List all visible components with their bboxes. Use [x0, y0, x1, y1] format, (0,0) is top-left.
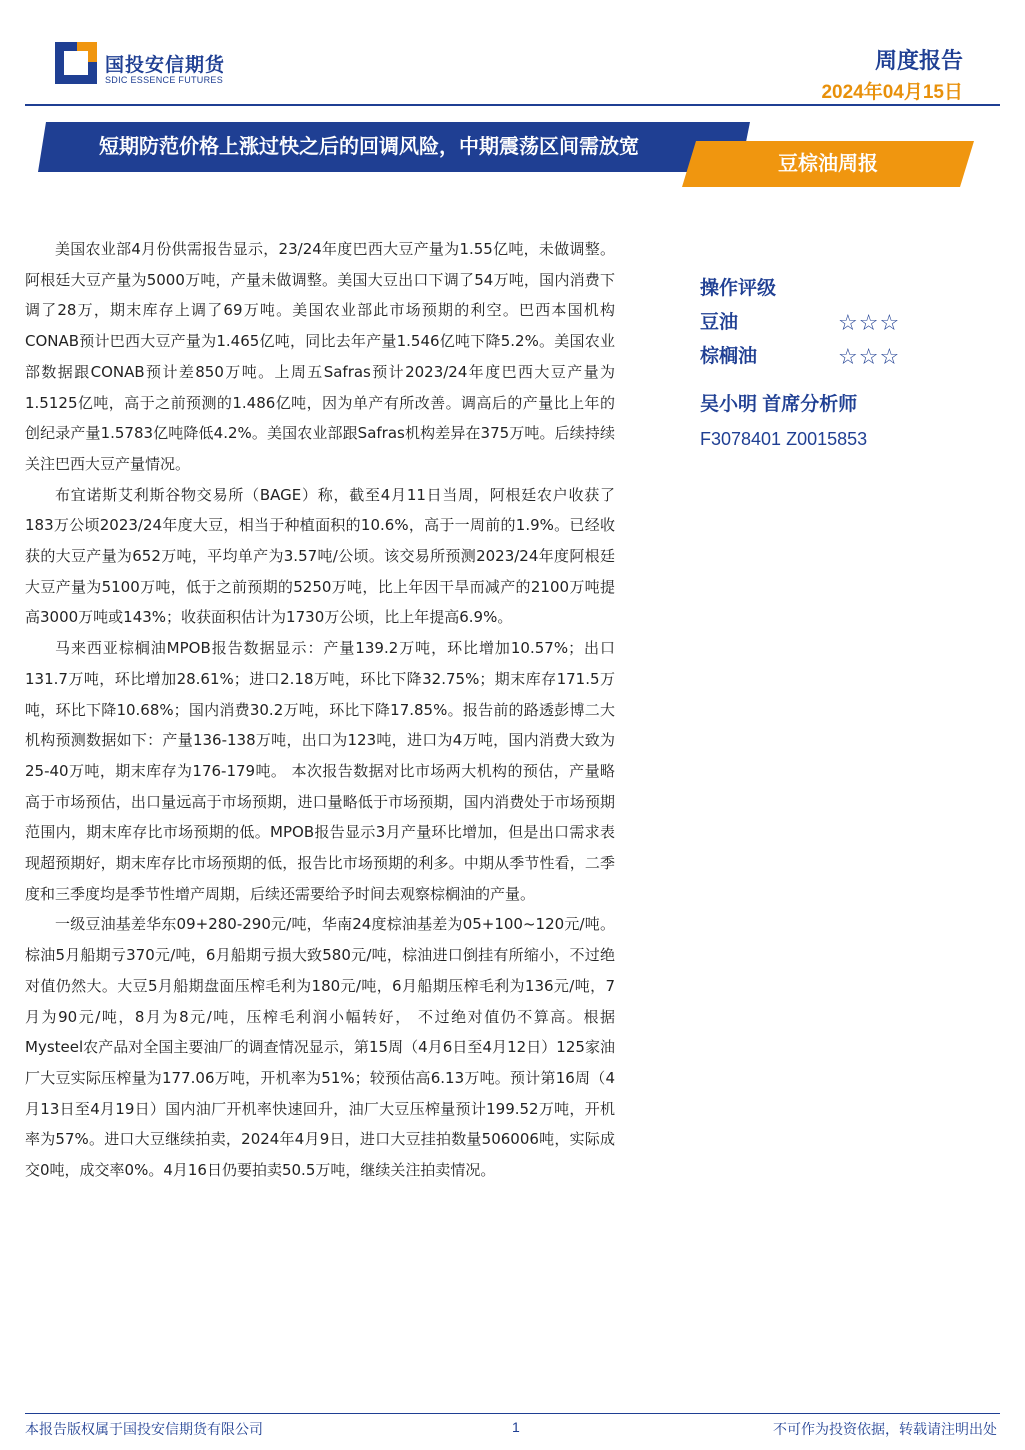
- page-number: 1: [512, 1419, 520, 1435]
- analyst-name: 吴小明 首席分析师: [700, 394, 858, 415]
- header-divider: [25, 104, 1000, 106]
- sidebar: [700, 274, 980, 454]
- star-rating-icon: ☆☆☆: [838, 344, 901, 369]
- star-rating-icon: ☆☆☆: [838, 310, 901, 335]
- report-body: [25, 234, 615, 1186]
- paragraph-usda-brazil: 美国农业部4月份供需报告显示，23/24年度巴西大豆产量为1.55亿吨，未做调整。阿根廷大豆产量为5000万吨，产量未做调整。美国大豆出口下调了54万吨，国内消费下调了28万，期末库存上调了69万吨。美国农业部此市场预期的利空。巴西本国机构CONAB预计巴西大豆产量为1.465亿吨，同比去年产量1.546亿吨下降5.2%。美国农业部数据跟CONAB预计差850万吨。上周五Safras预计2023/24年度巴西大豆产量为1.5125亿吨，高于之前预测的1.486亿吨，因为单产有所改善。调高后的产量比上年的创纪录产量1.5783亿吨降低4.2%。美国农业部跟Safras机构差异在375万吨。后续持续关注巴西大豆产量情况。: [25, 240, 615, 473]
- rating-heading: 操作评级: [700, 278, 777, 299]
- report-date: 2024年04月15日: [821, 82, 963, 103]
- rating-label: 豆油: [700, 312, 739, 333]
- rating-row-palm-oil: [700, 342, 980, 376]
- company-logo: [55, 40, 245, 88]
- paragraph-argentina-harvest: 布宜诺斯艾利斯谷物交易所（BAGE）称，截至4月11日当周，阿根廷农户收获了183万公顷2023/24年度大豆，相当于种植面积的10.6%，高于一周前的1.9%。已经收获的大豆产量为652万吨，平均单产为3.57吨/公顷。该交易所预测2023/24年度阿根廷大豆产量为5100万吨，低于之前预期的5250万吨，比上年因干旱而减产的2100万吨提高3000万吨或143%；收获面积估计为1730万公顷，比上年提高6.9%。: [25, 485, 615, 627]
- footer-disclaimer: 不可作为投资依据，转载请注明出处: [773, 1421, 997, 1437]
- analyst-certificates: F3078401 Z0015853: [700, 429, 868, 449]
- rating-label: 棕榈油: [700, 346, 758, 367]
- paragraph-basis-crush: 一级豆油基差华东09+280-290元/吨，华南24度棕油基差为05+100~120元/吨。棕油5月船期亏370元/吨，6月船期亏损大致580元/吨，棕油进口倒挂有所缩小，不过绝对值仍然大。大豆5月船期盘面压榨毛利为180元/吨，6月船期压榨毛利为136元/吨，7月为90元/吨，8月为8元/吨，压榨毛利润小幅转好， 不过绝对值仍不算高。根据Mysteel农产品对全国主要油厂的调查情况显示，第15周（4月6日至4月12日）125家油厂大豆实际压榨量为177.06万吨，开机率为51%；较预估高6.13万吨。预计第16周（4月13日至4月19日）国内油厂开机率快速回升，油厂大豆压榨量预计199.52万吨，开机率为57%。进口大豆继续拍卖，2024年4月9日，进口大豆挂拍数量506006吨，实际成交0吨，成交率0%。4月16日仍要拍卖50.5万吨，继续关注拍卖情况。: [25, 915, 615, 1180]
- rating-row-soybean-oil: [700, 308, 980, 342]
- report-type: 周度报告: [874, 48, 963, 73]
- logo-name: 国投安信期货: [105, 55, 226, 76]
- logo-subtitle: SDIC ESSENCE FUTURES: [105, 75, 224, 85]
- paragraph-mpob-report: 马来西亚棕榈油MPOB报告数据显示：产量139.2万吨，环比增加10.57%；出口131.7万吨，环比增加28.61%；进口2.18万吨，环比下降32.75%；期末库存171.5万吨，环比下降10.68%；国内消费30.2万吨，环比下降17.85%。报告前的路透彭博二大机构预测数据如下：产量136-138万吨，出口为123吨，进口为4万吨，国内消费大致为25-40万吨，期末库存为176-179吨。 本次报告数据对比市场两大机构的预估，产量略高于市场预估，出口量远高于市场预期，进口量略低于市场预期，国内消费处于市场预期范围内，期末库存比市场预期的低。MPOB报告显示3月产量环比增加，但是出口需求表现超预期好，期末库存比市场预期的低，报告比市场预期的利多。中期从季节性看，二季度和三季度均是季节性增产周期，后续还需要给予时间去观察棕榈油的产量。: [25, 639, 615, 903]
- report-subtitle: 豆棕油周报: [778, 153, 878, 175]
- footer-copyright: 本报告版权属于国投安信期货有限公司: [25, 1421, 263, 1437]
- report-title: 短期防范价格上涨过快之后的回调风险，中期震荡区间需放宽: [99, 136, 639, 158]
- footer-divider: [25, 1413, 1000, 1414]
- logo-mark-icon: [55, 42, 97, 84]
